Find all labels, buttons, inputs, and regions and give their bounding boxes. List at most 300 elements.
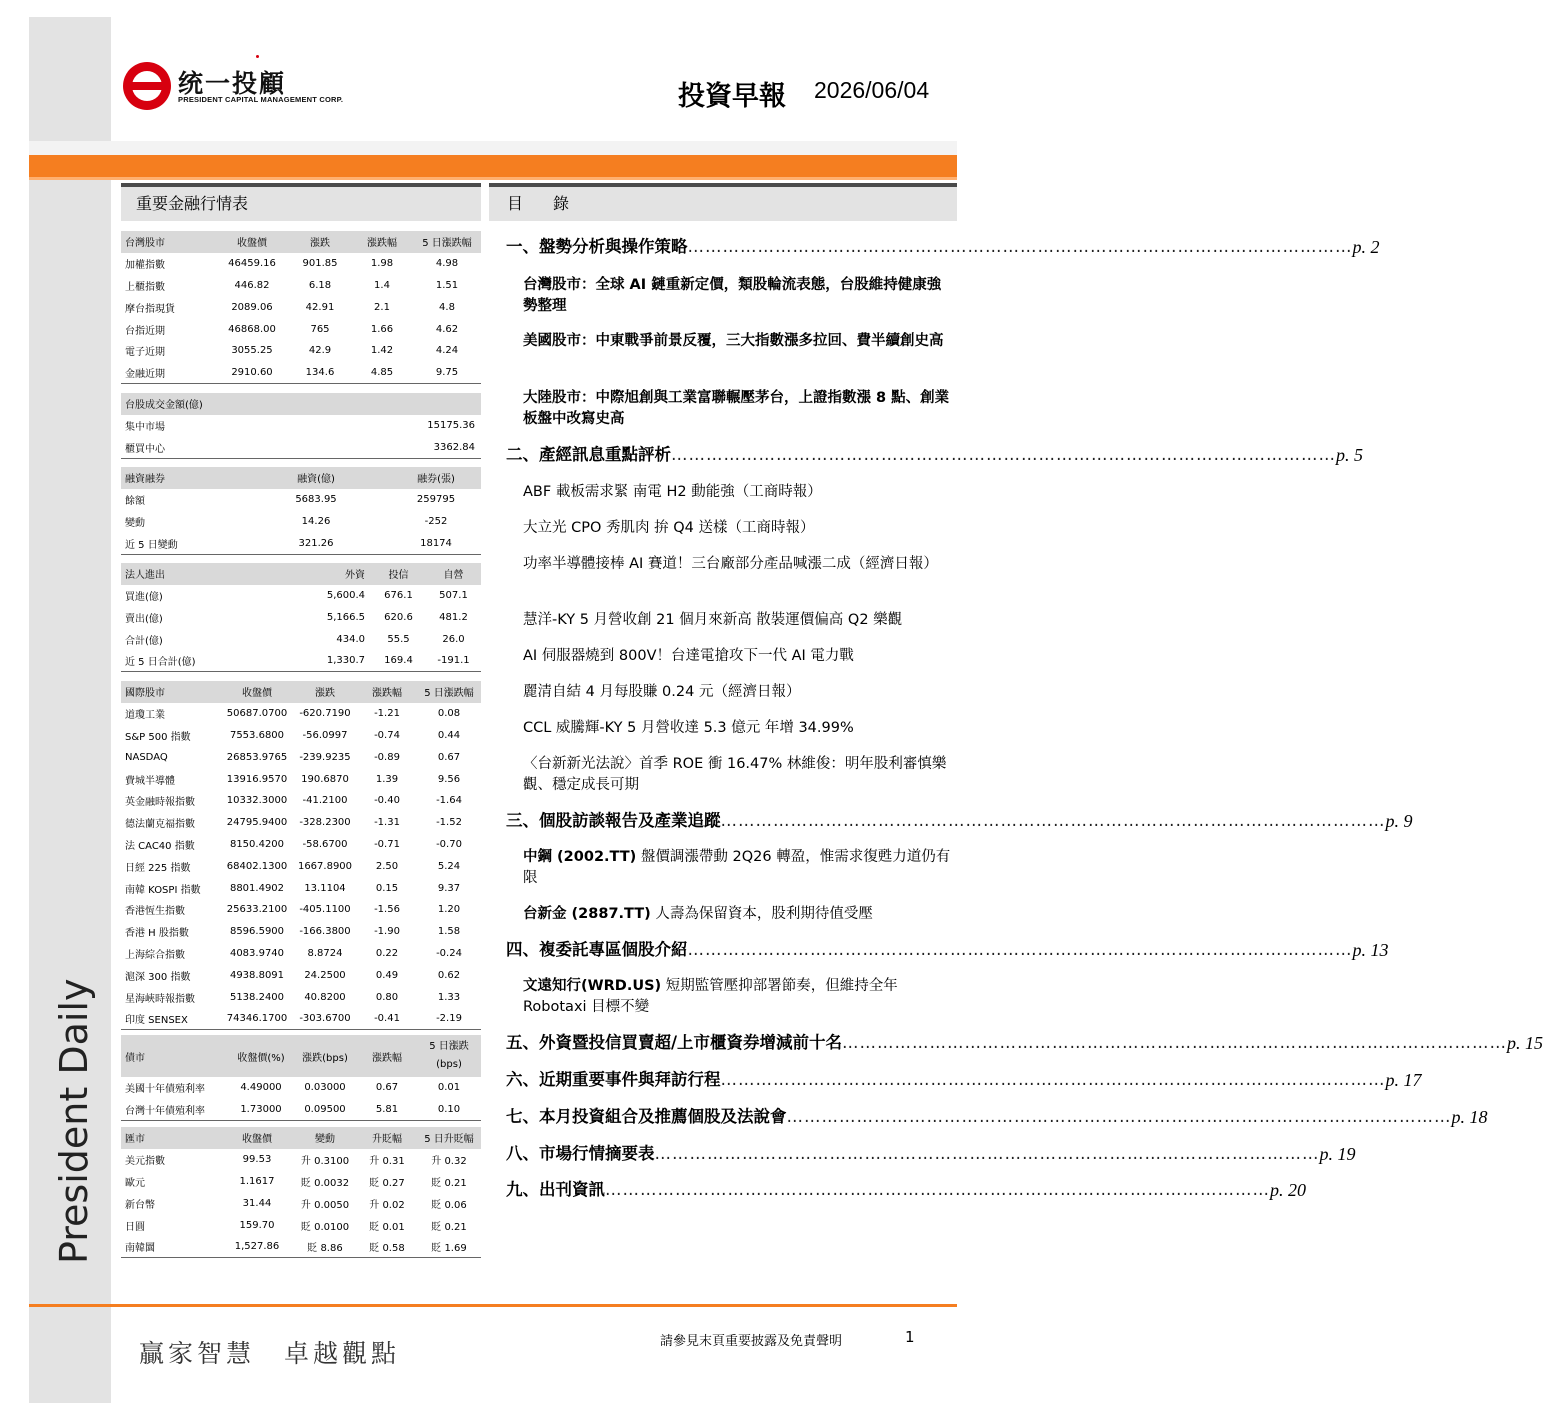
- row-label: 金融近期: [121, 362, 215, 384]
- row-label: 日經 225 指數: [125, 862, 191, 874]
- toc-item[interactable]: [523, 976, 955, 1018]
- toc-page: p. 13: [1352, 940, 1389, 960]
- col-header: [417, 1035, 481, 1077]
- cell-value: 1.42: [370, 345, 394, 357]
- cell-value: 68402.1300: [226, 860, 288, 872]
- margin-table: [121, 467, 481, 555]
- disclaimer-note[interactable]: 請參見末頁重要披露及免責聲明: [660, 1334, 843, 1349]
- cell-value: 貶 0.01: [369, 1221, 405, 1233]
- cell-value: 4.85: [351, 362, 413, 384]
- cell-value: 2.1: [374, 301, 390, 313]
- cell-value: 升 0.32: [431, 1156, 467, 1168]
- company-logo-icon: [123, 62, 171, 110]
- turnover-table: [121, 393, 481, 459]
- cell-value: 3362.84: [321, 437, 481, 459]
- toc-section-2[interactable]: [506, 444, 1363, 466]
- cell-value: -58.6700: [302, 838, 348, 850]
- toc-item[interactable]: [523, 847, 955, 889]
- cell-value: 升 0.02: [369, 1199, 405, 1211]
- col-header: 債市: [121, 1035, 229, 1077]
- cell-value: 1.66: [370, 323, 394, 335]
- cell-value: -166.3800: [299, 926, 351, 938]
- company-name-cn: 统一投顧: [178, 69, 287, 98]
- cell-value: -1.90: [374, 926, 400, 938]
- cell-value: 貶 1.69: [417, 1236, 481, 1258]
- cell-value: 434.0: [336, 633, 365, 645]
- cell-value: 620.6: [384, 611, 413, 623]
- table-row: [121, 725, 481, 747]
- toc-leader: ……………………………………………………………………………………………………: [654, 1144, 1320, 1163]
- cell-value: 259795: [416, 494, 456, 506]
- cell-value: 4938.8091: [229, 969, 285, 981]
- cell-value: 1.1617: [239, 1175, 275, 1187]
- row-label: 近 5 日變動: [121, 532, 241, 554]
- cell-value: 0.08: [437, 708, 461, 720]
- row-label: 櫃買中心: [121, 437, 321, 459]
- table-row: [121, 253, 481, 275]
- table-row: [121, 318, 481, 340]
- row-label: S&P 500 指數: [125, 731, 191, 743]
- col-header: 5 日升貶幅: [417, 1127, 481, 1149]
- cell-value: 8.8724: [307, 947, 343, 959]
- table-row: [121, 1236, 481, 1258]
- cell-value: 貶 0.0100: [300, 1221, 350, 1233]
- toc-section-6[interactable]: [506, 1069, 1422, 1091]
- row-label: 集中市場: [125, 422, 165, 434]
- toc-page: p. 20: [1270, 1180, 1306, 1200]
- table-row: [121, 834, 481, 856]
- toc-item[interactable]: 美國股市：中東戰爭前景反覆，三大指數漲多拉回、費半續創史高: [523, 333, 944, 349]
- cell-value: 4083.9740: [229, 947, 285, 959]
- toc-item[interactable]: 慧洋-KY 5 月營收創 21 個月來新高 散裝運價偏高 Q2 樂觀: [523, 612, 903, 628]
- toc-section-5[interactable]: [506, 1032, 1543, 1054]
- cell-value: 10332.3000: [226, 795, 288, 807]
- toc-section-label: 一、盤勢分析與操作策略: [506, 237, 688, 256]
- cell-value: 貶 0.06: [431, 1199, 467, 1211]
- toc-page: p. 17: [1385, 1070, 1422, 1090]
- cell-value: 2089.06: [231, 301, 273, 313]
- cell-value: 1.39: [375, 773, 399, 785]
- toc-section-label: 二、產經訊息重點評析: [506, 445, 671, 464]
- cell-value: 42.91: [305, 301, 335, 313]
- cell-value: 0.22: [375, 947, 399, 959]
- toc-item[interactable]: 台灣股市：全球 AI 鏈重新定價，類股輪流表態，台股維持健康強勢整理: [523, 277, 942, 314]
- col-header: 漲跌幅: [351, 231, 413, 253]
- cell-value: 1.20: [437, 904, 461, 916]
- table-header-row: [121, 231, 481, 253]
- row-label: 變動: [125, 517, 145, 529]
- col-header: 融券(張): [391, 467, 481, 489]
- table-row: [121, 877, 481, 899]
- table-header-row: [121, 1127, 481, 1149]
- table-row: [121, 650, 481, 672]
- table-row: [121, 921, 481, 943]
- cell-value: 貶 0.58: [357, 1236, 417, 1258]
- cell-value: 0.10: [417, 1099, 481, 1121]
- cell-value: 1.73000: [229, 1099, 293, 1121]
- table-row: [121, 768, 481, 790]
- row-label: 美元指數: [125, 1156, 165, 1168]
- table-header-row: [121, 563, 481, 585]
- cell-value: 0.44: [437, 729, 461, 741]
- cell-value: 1.51: [435, 279, 459, 291]
- col-header: 外資: [261, 563, 371, 585]
- table-row: [121, 1077, 481, 1099]
- taiwan-market-table: [121, 231, 481, 384]
- row-label: 日圓: [125, 1221, 145, 1233]
- cell-value: 321.26: [241, 532, 391, 554]
- table-row: [121, 1008, 481, 1030]
- cell-value: 2910.60: [215, 362, 289, 384]
- cell-value: 9.75: [413, 362, 481, 384]
- cell-value: 46459.16: [228, 258, 276, 270]
- cell-value: 貶 0.27: [369, 1177, 405, 1189]
- toc-leader: ……………………………………………………………………………………………………: [605, 1180, 1270, 1199]
- header-bar-orange: [29, 155, 957, 179]
- company-name-en: PRESIDENT CAPITAL MANAGEMENT CORP.: [178, 95, 344, 104]
- cell-value: 1,330.7: [261, 650, 371, 672]
- toc-leader: ……………………………………………………………………………………………………: [671, 445, 1336, 464]
- header-bar-orange-edge: [29, 177, 957, 180]
- row-label: 法 CAC40 指數: [125, 840, 195, 852]
- row-label: NASDAQ: [125, 751, 168, 763]
- row-label: 上櫃指數: [125, 281, 165, 293]
- toc-item[interactable]: 〈台新新光法說〉首季 ROE 衝 16.47% 林維俊：明年股利審慎樂觀、穩定成長可期: [523, 756, 947, 793]
- cell-value: 18174: [391, 532, 481, 554]
- cell-value: 31.44: [242, 1197, 272, 1209]
- toc-leader: ……………………………………………………………………………………………………: [687, 237, 1353, 256]
- stock-summary: 人壽為保留資本，股利期待值受壓: [655, 906, 873, 922]
- col-header: 投信: [371, 563, 426, 585]
- table-header-row: [121, 681, 481, 703]
- cell-value: 74346.1700: [221, 1008, 293, 1030]
- toc-page: p. 19: [1319, 1144, 1356, 1164]
- col-header: 匯市: [121, 1127, 221, 1149]
- toc-section-label: 四、複委託專區個股介紹: [506, 940, 688, 959]
- toc-leader: ……………………………………………………………………………………………………: [842, 1033, 1508, 1052]
- side-label: President Daily: [52, 978, 96, 1264]
- table-row: [121, 585, 481, 607]
- cell-value: 9.37: [437, 882, 461, 894]
- col-header: 收盤價(%): [229, 1035, 293, 1077]
- toc-page: p. 15: [1507, 1033, 1543, 1053]
- col-header: 自營: [426, 563, 481, 585]
- row-label: 香港 H 股指數: [125, 928, 189, 940]
- cell-value: 901.85: [302, 258, 338, 270]
- toc-section-label: 六、近期重要事件與拜訪行程: [506, 1070, 721, 1089]
- table-row: [121, 1214, 481, 1236]
- col-header: 收盤價: [221, 1127, 293, 1149]
- toc-leader: ……………………………………………………………………………………………………: [786, 1107, 1452, 1126]
- toc-leader: ……………………………………………………………………………………………………: [720, 811, 1386, 830]
- cell-value: 8801.4902: [229, 882, 285, 894]
- cell-value: -56.0997: [302, 729, 348, 741]
- cell-value: 25633.2100: [226, 904, 288, 916]
- cell-value: 0.09500: [293, 1099, 357, 1121]
- cell-value: 0.01: [437, 1082, 461, 1094]
- cell-value: 貶 0.21: [431, 1221, 467, 1233]
- row-label: 電子近期: [125, 347, 165, 359]
- col-header: 融資融券: [121, 467, 241, 489]
- page-number: 1: [905, 1328, 915, 1346]
- table-row: [121, 855, 481, 877]
- row-label: 星海峽時報指數: [125, 993, 195, 1005]
- cell-value: -252: [424, 515, 448, 527]
- stock-summary: 短期監管壓抑部署節奏，但維持全年 Robotaxi 目標不變: [523, 978, 898, 1015]
- row-label: 南韓圜: [121, 1236, 221, 1258]
- row-label: 買進(億): [125, 592, 163, 604]
- table-header-row: [121, 467, 481, 489]
- toc-item[interactable]: 大立光 CPO 秀肌肉 拚 Q4 送樣（工商時報）: [523, 520, 815, 536]
- table-row: [121, 1149, 481, 1171]
- cell-value: 5.81: [357, 1099, 417, 1121]
- toc-section-8[interactable]: [506, 1143, 1356, 1165]
- toc-item[interactable]: 麗清自結 4 月每股賺 0.24 元（經濟日報）: [523, 684, 801, 700]
- cell-value: 1667.8900: [297, 860, 353, 872]
- toc-title: 目錄: [489, 183, 957, 221]
- cell-value: 4.98: [435, 258, 459, 270]
- col-header: 台灣股市: [121, 231, 215, 253]
- cell-value: 0.49: [375, 969, 399, 981]
- cell-value: 50687.0700: [226, 708, 288, 720]
- toc-item[interactable]: 功率半導體接棒 AI 賽道！三台廠部分產品喊漲二成（經濟日報）: [523, 556, 938, 572]
- cell-value: -1.64: [436, 795, 462, 807]
- cell-value: 169.4: [371, 650, 426, 672]
- footer-slogan: 贏家智慧 卓越觀點: [139, 1339, 401, 1368]
- table-row: [121, 899, 481, 921]
- cell-value: 5,166.5: [326, 611, 365, 623]
- row-label: 台灣十年債殖利率: [121, 1099, 229, 1121]
- toc-item[interactable]: CCL 威騰輝-KY 5 月營收達 5.3 億元 年增 34.99%: [523, 720, 854, 736]
- cell-value: 446.82: [234, 279, 270, 291]
- institutional-table: [121, 563, 481, 672]
- row-label: 台指近期: [125, 325, 165, 337]
- row-label: 上海綜合指數: [125, 949, 185, 961]
- cell-value: -1.31: [374, 817, 400, 829]
- col-header: 漲跌: [289, 231, 351, 253]
- cell-value: 15175.36: [427, 420, 475, 432]
- row-label: 德法蘭克福指數: [125, 819, 195, 831]
- cell-value: 134.6: [289, 362, 351, 384]
- cell-value: 26.0: [442, 633, 465, 645]
- toc-section-label: 八、市場行情摘要表: [506, 1144, 655, 1163]
- cell-value: 676.1: [384, 590, 413, 602]
- cell-value: -405.1100: [299, 904, 351, 916]
- cell-value: 507.1: [439, 590, 468, 602]
- cell-value: 2.50: [375, 860, 399, 872]
- cell-value: 8596.5900: [229, 926, 285, 938]
- toc-section-1[interactable]: [506, 236, 1380, 258]
- toc-item[interactable]: [523, 904, 955, 925]
- toc-section-7[interactable]: [506, 1106, 1488, 1128]
- toc-item[interactable]: ABF 載板需求緊 南電 H2 動能強（工商時報）: [523, 484, 822, 500]
- cell-value: -1.56: [374, 904, 400, 916]
- row-label: 近 5 日合計(億): [121, 650, 261, 672]
- toc-section-label: 七、本月投資組合及推薦個股及法說會: [506, 1107, 787, 1126]
- cell-value: 1.33: [437, 991, 461, 1003]
- stock-summary: 盤價調漲帶動 2Q26 轉盈，惟需求復甦力道仍有限: [523, 849, 951, 886]
- cell-value: -0.89: [374, 751, 400, 763]
- cell-value: 4.62: [435, 323, 459, 335]
- row-label: 費城半導體: [125, 775, 175, 787]
- table-row: [121, 628, 481, 650]
- row-label: 印度 SENSEX: [121, 1008, 221, 1030]
- cell-value: 0.62: [437, 969, 461, 981]
- col-header-line: (bps): [436, 1059, 462, 1070]
- toc-section-label: 九、出刊資訊: [506, 1180, 605, 1199]
- col-header: 法人進出: [121, 563, 261, 585]
- col-header: 5 日漲跌幅: [417, 681, 481, 703]
- table-row: [121, 607, 481, 629]
- cell-value: 5138.2400: [229, 991, 285, 1003]
- toc-section-label: 五、外資暨投信買賣超/上市櫃資券增減前十名: [506, 1033, 843, 1052]
- stock-name: 中鋼 (2002.TT): [523, 849, 637, 865]
- cell-value: 1.58: [437, 926, 461, 938]
- fx-market-table: [121, 1127, 481, 1258]
- table-row: [121, 296, 481, 318]
- cell-value: 481.2: [439, 611, 468, 623]
- cell-value: 46868.00: [228, 323, 276, 335]
- cell-value: 5.24: [437, 860, 461, 872]
- cell-value: 99.53: [242, 1154, 272, 1166]
- col-header: 漲跌幅: [357, 681, 417, 703]
- cell-value: 貶 8.86: [293, 1236, 357, 1258]
- row-label: 美國十年債殖利率: [125, 1084, 205, 1096]
- cell-value: -1.21: [374, 708, 400, 720]
- table-row: [121, 437, 481, 459]
- row-label: 加權指數: [125, 260, 165, 272]
- table-row: [121, 790, 481, 812]
- cell-value: 0.67: [375, 1082, 399, 1094]
- table-row: [121, 1099, 481, 1121]
- col-header: 台股成交金額(億): [121, 393, 481, 415]
- toc-item[interactable]: 大陸股市：中際旭創與工業富聯輾壓茅台，上證指數漲 8 點、創業板盤中改寫史高: [523, 390, 950, 427]
- row-label: 道瓊工業: [125, 710, 165, 722]
- cell-value: -0.41: [357, 1008, 417, 1030]
- toc-page: p. 2: [1352, 237, 1380, 257]
- cell-value: 159.70: [239, 1219, 275, 1231]
- cell-value: 貶 0.21: [431, 1177, 467, 1189]
- cell-value: 55.5: [387, 633, 410, 645]
- cell-value: -0.24: [436, 947, 462, 959]
- table-row: [121, 1192, 481, 1214]
- toc-page: p. 18: [1451, 1107, 1488, 1127]
- cell-value: -0.40: [374, 795, 400, 807]
- cell-value: -303.6700: [293, 1008, 357, 1030]
- toc-section-9[interactable]: [506, 1179, 1306, 1201]
- col-header: 融資(億): [241, 467, 391, 489]
- table-row: [121, 489, 481, 511]
- row-label: 滬深 300 指數: [125, 971, 191, 983]
- table-row: [121, 362, 481, 384]
- cell-value: 1.4: [374, 279, 390, 291]
- toc-page: p. 9: [1385, 811, 1413, 831]
- stock-name: 台新金 (2887.TT): [523, 906, 651, 922]
- bond-market-table: [121, 1035, 481, 1121]
- cell-value: 26853.9765: [226, 751, 288, 763]
- table-row: [121, 986, 481, 1008]
- toc-leader: ……………………………………………………………………………………………………: [687, 940, 1353, 959]
- cell-value: 4.8: [439, 301, 455, 313]
- cell-value: 765: [310, 323, 330, 335]
- table-row: [121, 943, 481, 965]
- col-header: 收盤價: [221, 681, 293, 703]
- logo-dot: [256, 55, 259, 58]
- market-panel-title: 重要金融行情表: [121, 183, 481, 221]
- cell-value: -239.9235: [299, 751, 351, 763]
- row-label: 南韓 KOSPI 指數: [125, 884, 201, 896]
- toc-section-3[interactable]: [506, 810, 1413, 832]
- row-label: 香港恆生指數: [125, 906, 185, 918]
- report-title: 投資早報: [678, 81, 786, 112]
- toc-section-4[interactable]: [506, 939, 1389, 961]
- table-row: [121, 275, 481, 297]
- report-date: 2026/06/04: [814, 77, 930, 103]
- header-bar-grey: [29, 141, 957, 156]
- cell-value: 5,600.4: [326, 590, 365, 602]
- table-row: [121, 532, 481, 554]
- col-header: 收盤價: [215, 231, 289, 253]
- table-row: [121, 511, 481, 533]
- cell-value: -620.7190: [299, 708, 351, 720]
- toc-page: p. 5: [1336, 445, 1363, 465]
- col-header: 漲跌(bps): [293, 1035, 357, 1077]
- cell-value: 1,527.86: [221, 1236, 293, 1258]
- row-label: 摩台指現貨: [125, 303, 175, 315]
- cell-value: 5683.95: [295, 494, 337, 506]
- col-header: 5 日漲跌幅: [413, 231, 481, 253]
- row-label: 新台幣: [125, 1199, 155, 1211]
- col-header: 升貶幅: [357, 1127, 417, 1149]
- cell-value: 貶 0.0032: [300, 1177, 350, 1189]
- cell-value: 13.1104: [304, 882, 346, 894]
- row-label: 英金融時報指數: [125, 797, 195, 809]
- table-row: [121, 964, 481, 986]
- table-row: [121, 340, 481, 362]
- table-row: [121, 1171, 481, 1193]
- cell-value: -1.52: [436, 817, 462, 829]
- cell-value: 0.67: [437, 751, 461, 763]
- cell-value: 24795.9400: [226, 817, 288, 829]
- col-header: 變動: [293, 1127, 357, 1149]
- cell-value: -2.19: [417, 1008, 481, 1030]
- stock-name: 文遠知行(WRD.US): [523, 978, 662, 994]
- cell-value: -0.71: [374, 838, 400, 850]
- cell-value: 190.6870: [301, 773, 349, 785]
- table-header-row: [121, 1035, 481, 1077]
- cell-value: -0.74: [374, 729, 400, 741]
- cell-value: 升 0.31: [369, 1156, 405, 1168]
- international-market-table: [121, 681, 481, 1030]
- table-row: [121, 746, 481, 768]
- cell-value: 4.49000: [240, 1082, 282, 1094]
- cell-value: 0.15: [375, 882, 399, 894]
- table-header-row: [121, 393, 481, 415]
- toc-leader: ……………………………………………………………………………………………………: [720, 1070, 1386, 1089]
- cell-value: 升 0.0050: [300, 1199, 350, 1211]
- cell-value: 13916.9570: [226, 773, 288, 785]
- col-header: 漲跌幅: [357, 1035, 417, 1077]
- toc-section-label: 三、個股訪談報告及產業追蹤: [506, 811, 721, 830]
- cell-value: 9.56: [437, 773, 461, 785]
- cell-value: -328.2300: [299, 817, 351, 829]
- cell-value: 1.98: [370, 258, 394, 270]
- toc-item[interactable]: AI 伺服器燒到 800V！台達電搶攻下一代 AI 電力戰: [523, 648, 854, 664]
- cell-value: -41.2100: [302, 795, 348, 807]
- footer-divider: [29, 1304, 957, 1307]
- cell-value: 14.26: [301, 515, 331, 527]
- cell-value: 0.03000: [304, 1082, 346, 1094]
